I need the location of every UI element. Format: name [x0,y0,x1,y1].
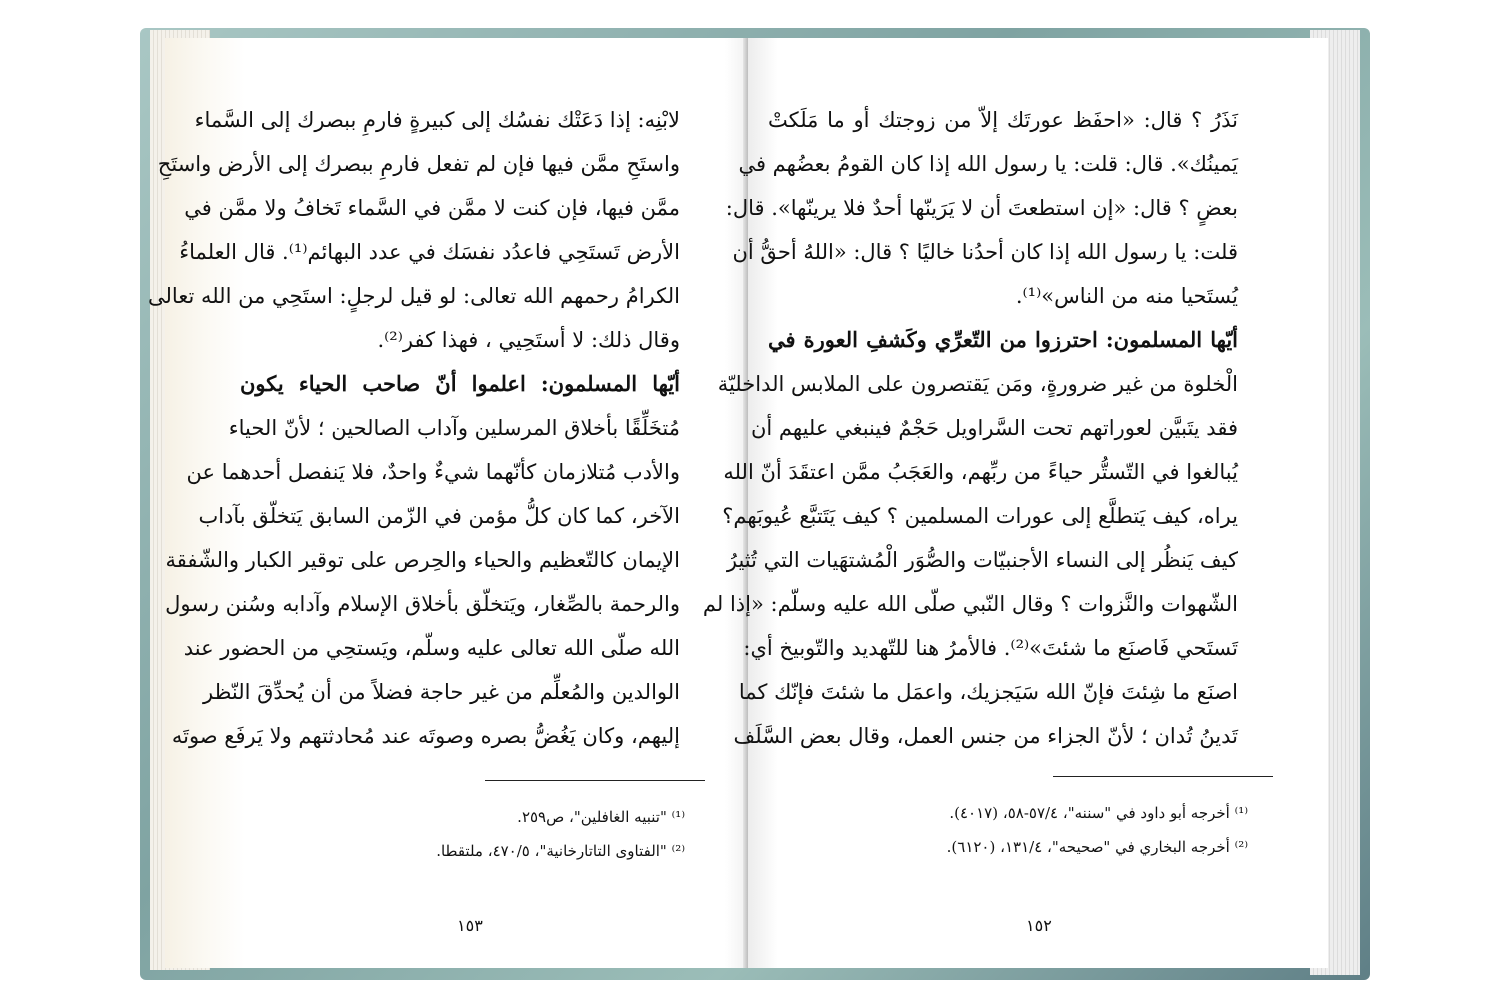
text-line: اصنَع ما شِئتَ فإنّ الله سَيَجزيك، واعمَل ما شئتَ فإنّك كما [738,680,1238,704]
text-line: مُتخَلِّقًا بأخلاق المرسلين وآداب الصالحين ؛ لأنّ الحياء [228,416,680,440]
left-page [148,38,745,968]
section-heading-line: أيّها المسلمون: اعلموا أنّ صاحب الحياء يكون [240,371,680,396]
page-number: ١٥٣ [457,916,483,935]
text-line: والرحمة بالصِّغار، ويَتخلّق بأخلاق الإسلام وآدابه وسُنن رسول [165,592,680,616]
text-line: الآخر، كما كان كلُّ مؤمن في الزّمن السابق يَتخلّق بآداب [198,504,680,528]
text-line: يَمينُك». قال: قلت: يا رسول الله إذا كان القومُ بعضُهم في [738,152,1238,176]
text-line: تَستَحي فَاصنَع ما شئتَ»⁽²⁾. فالأمرُ هنا للتّهديد والتّوبيخ أي: [743,636,1238,660]
footnotes [225,800,685,868]
text-line: فقد يتَبيَّن لعوراتهم تحت السَّراويل حَجْمٌ فينبغي عليهم أن [750,416,1238,440]
text-line: الوالدين والمُعلِّم من غير حاجة فضلاً من أن يُحدِّقَ النّظر [203,680,680,704]
text-line: تَدينُ تُدان ؛ لأنّ الجزاء من جنس العمل، وقال بعض السَّلَف [733,724,1238,748]
text-line: يُستَحيا منه من الناس»⁽¹⁾. [1015,284,1238,308]
footnote: ⁽¹⁾ "تنبيه الغافلين"، ص٢٥٩. [517,808,685,826]
text-line: يراه، كيف يَتطلَّع إلى عورات المسلمين ؟ كيف يَتَتبَّع عُيوبَهم؟ [722,504,1238,528]
text-line: ممَّن فيها، فإن كنت لا ممَّن في السَّماء تَخافُ ولا ممَّن في [184,196,680,220]
text-line: بعضٍ ؟ قال: «إن استطعتَ أن لا يَرَينّها أحدٌ فلا يرينّها». قال: [725,196,1238,220]
left-page-body [148,98,680,758]
text-line: نَذَرُ ؟ قال: «احفَظ عورتَك إلاّ من زوجتك أو ما مَلَكتْ [768,108,1238,132]
footnote-divider [1053,776,1273,777]
text-line: إليهم، وكان يَغُضُّ بصره وصوتَه عند مُحادثتهم ولا يَرفَع صوتَه [171,724,680,748]
footnote: ⁽¹⁾ أخرجه أبو داود في "سننه"، ٥٧/٤-٥٨، (٤٠١٧). [949,804,1248,822]
text-line: يُبالغوا في التّستُّر حياءً من ربِّهم، والعَجَبُ ممَّن اعتقَدَ أنّ الله [723,460,1238,484]
text-line: الشّهوات والنَّزوات ؟ وقال النّبي صلّى الله عليه وسلّم: «إذا لم [702,592,1238,616]
footnote: ⁽²⁾ أخرجه البخاري في "صحيحه"، ١٣١/٤، (٦١٢٠). [946,838,1248,856]
right-page-body [702,98,1238,758]
right-page [702,38,1328,968]
text-line: وقال ذلك: لا أستَحِيي ، فهذا كفر⁽²⁾. [377,328,680,352]
footnote-divider [485,780,705,781]
open-book [140,20,1370,980]
text-line: الْخلوة من غير ضرورةٍ، ومَن يَقتصرون على الملابس الداخليّة [717,372,1238,396]
section-heading-line: أيّها المسلمون: احترزوا من التّعرِّي وكَشفِ العورة في [768,327,1238,352]
text-line: الأرض تَستَحِي فاعدُد نفسَك في عدد البهائم⁽¹⁾. قال العلماءُ [179,240,680,264]
text-line: الإيمان كالتّعظيم والحياء والحِرص على توقير الكبار والشّفقة [165,548,680,572]
text-line: قلت: يا رسول الله إذا كان أحدُنا خاليًا ؟ قال: «اللهُ أحقُّ أن [732,240,1238,264]
text-line: واستَحِ ممَّن فيها فإن لم تفعل فارمِ ببصرك إلى الأرض واستَحِ [157,152,680,176]
text-line: كيف يَنظُر إلى النساء الأجنبيّات والصُّوَر الْمُشتهَيات التي تُثيرُ [726,548,1238,572]
text-line: لابْنِه: إذا دَعَتْك نفسُك إلى كبيرةٍ فارمِ ببصرك إلى السَّماء [194,108,680,132]
text-line: الله صلّى الله تعالى عليه وسلّم، ويَستحِي من الحضور عند [183,636,680,660]
footnotes [768,796,1248,864]
text-line: والأدب مُتلازمان كأنّهما شيءٌ واحدٌ، فلا يَنفصل أحدهما عن [186,460,680,484]
text-line: الكرامُ رحمهم الله تعالى: لو قيل لرجلٍ: استَحِي من الله تعالى [148,284,680,308]
page-number: ١٥٢ [1026,916,1052,935]
footnote: ⁽²⁾ "الفتاوى التاتارخانية"، ٤٧٠/٥، ملتقطا. [436,842,685,860]
